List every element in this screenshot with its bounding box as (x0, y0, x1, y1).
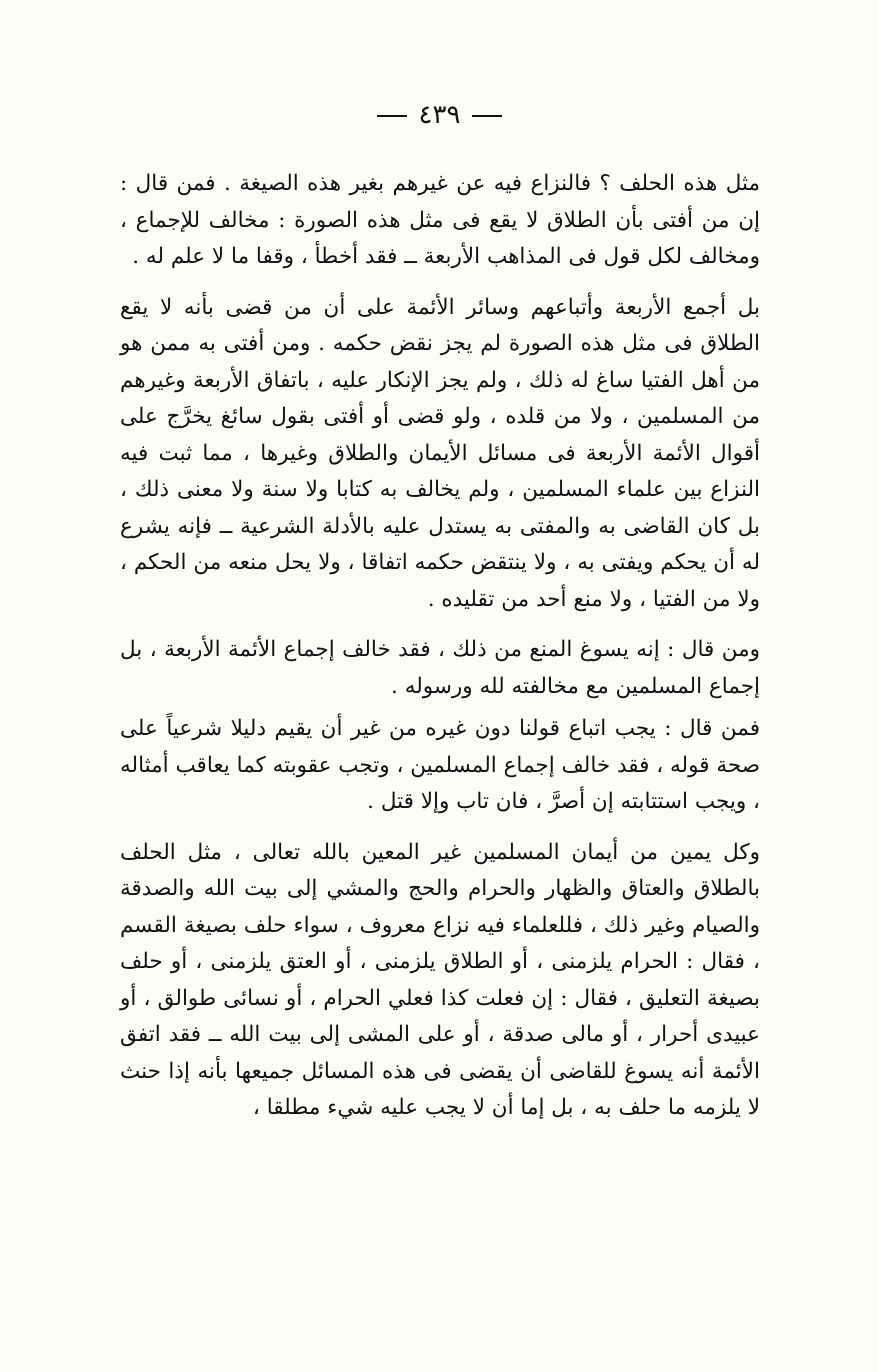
paragraph-4: فمن قال : يجب اتباع قولنا دون غيره من غير أن يقيم دليلا شرعياً على صحة قوله ، فقد خالف إجماع المسلمين ، وتجب عقوبته كما يعاقب أمثاله ، ويجب استتابته إن أصرَّ ، فان تاب وإلا قتل . (120, 716, 760, 814)
body-text (120, 166, 760, 1127)
paragraph-1: مثل هذه الحلف ؟ فالنزاع فيه عن غيرهم بغير هذه الصيغة . فمن قال : إن من أفتى بأن الطلاق لا يقع فى مثل هذه الصورة : مخالف للإجماع ، ومخالف لكل قول فى المذاهب الأربعة ــ فقد أخطأ ، وقفا ما لا علم له . (120, 171, 760, 269)
left-dash (377, 115, 407, 117)
page-number-header (0, 98, 879, 132)
paragraph-3: ومن قال : إنه يسوغ المنع من ذلك ، فقد خالف إجماع الأئمة الأربعة ، بل إجماع المسلمين مع مخالفته لله ورسوله . (120, 637, 760, 699)
paragraph-2: بل أجمع الأربعة وأتباعهم وسائر الأئمة على أن من قضى بأنه لا يقع الطلاق فى مثل هذه الصورة لم يجز نقض حكمه . ومن أفتى به ممن هو من أهل الفتيا ساغ له ذلك ، ولم يجز الإنكار عليه ، باتفاق الأربعة وغيرهم من المسلمين ، ولا من قلده ، ولو قضى أو أفتى بقول سائغ يخرَّج على أقوال الأئمة الأربعة فى مسائل الأيمان والطلاق وغيرها ، مما ثبت فيه النزاع بين علماء المسلمين ، ولم يخالف به كتابا ولا سنة ولا معنى ذلك ، بل كان القاضى به والمفتى به يستدل عليه بالأدلة الشرعية ــ فإنه يشرع له أن يحكم ويفتى به ، ولا ينتقض حكمه اتفاقا ، ولا يحل منعه من الحكم ، ولا من الفتيا ، ولا منع أحد من تقليده . (120, 294, 760, 612)
paragraph-5: وكل يمين من أيمان المسلمين غير المعين بالله تعالى ، مثل الحلف بالطلاق والعتاق والظهار والحرام والحج والمشي إلى بيت الله والصدقة والصيام وغير ذلك ، فللعلماء فيه نزاع معروف ، سواء حلف بصيغة القسم ، فقال : الحرام يلزمنى ، أو الطلاق يلزمنى ، أو العتق يلزمنى ، أو حلف بصيغة التعليق ، فقال : إن فعلت كذا فعلي الحرام ، أو نسائى طوالق ، أو عبيدى أحرار ، أو مالى صدقة ، أو على المشى إلى بيت الله ــ فقد اتفق الأئمة أنه يسوغ للقاضى أن يقضى فى هذه المسائل جميعها بأنه إذا حنث لا يلزمه ما حلف به ، بل إما أن لا يجب عليه شيء مطلقا ، (120, 839, 760, 1120)
page-number: ٤٣٩ (418, 100, 461, 130)
right-dash (472, 115, 502, 117)
